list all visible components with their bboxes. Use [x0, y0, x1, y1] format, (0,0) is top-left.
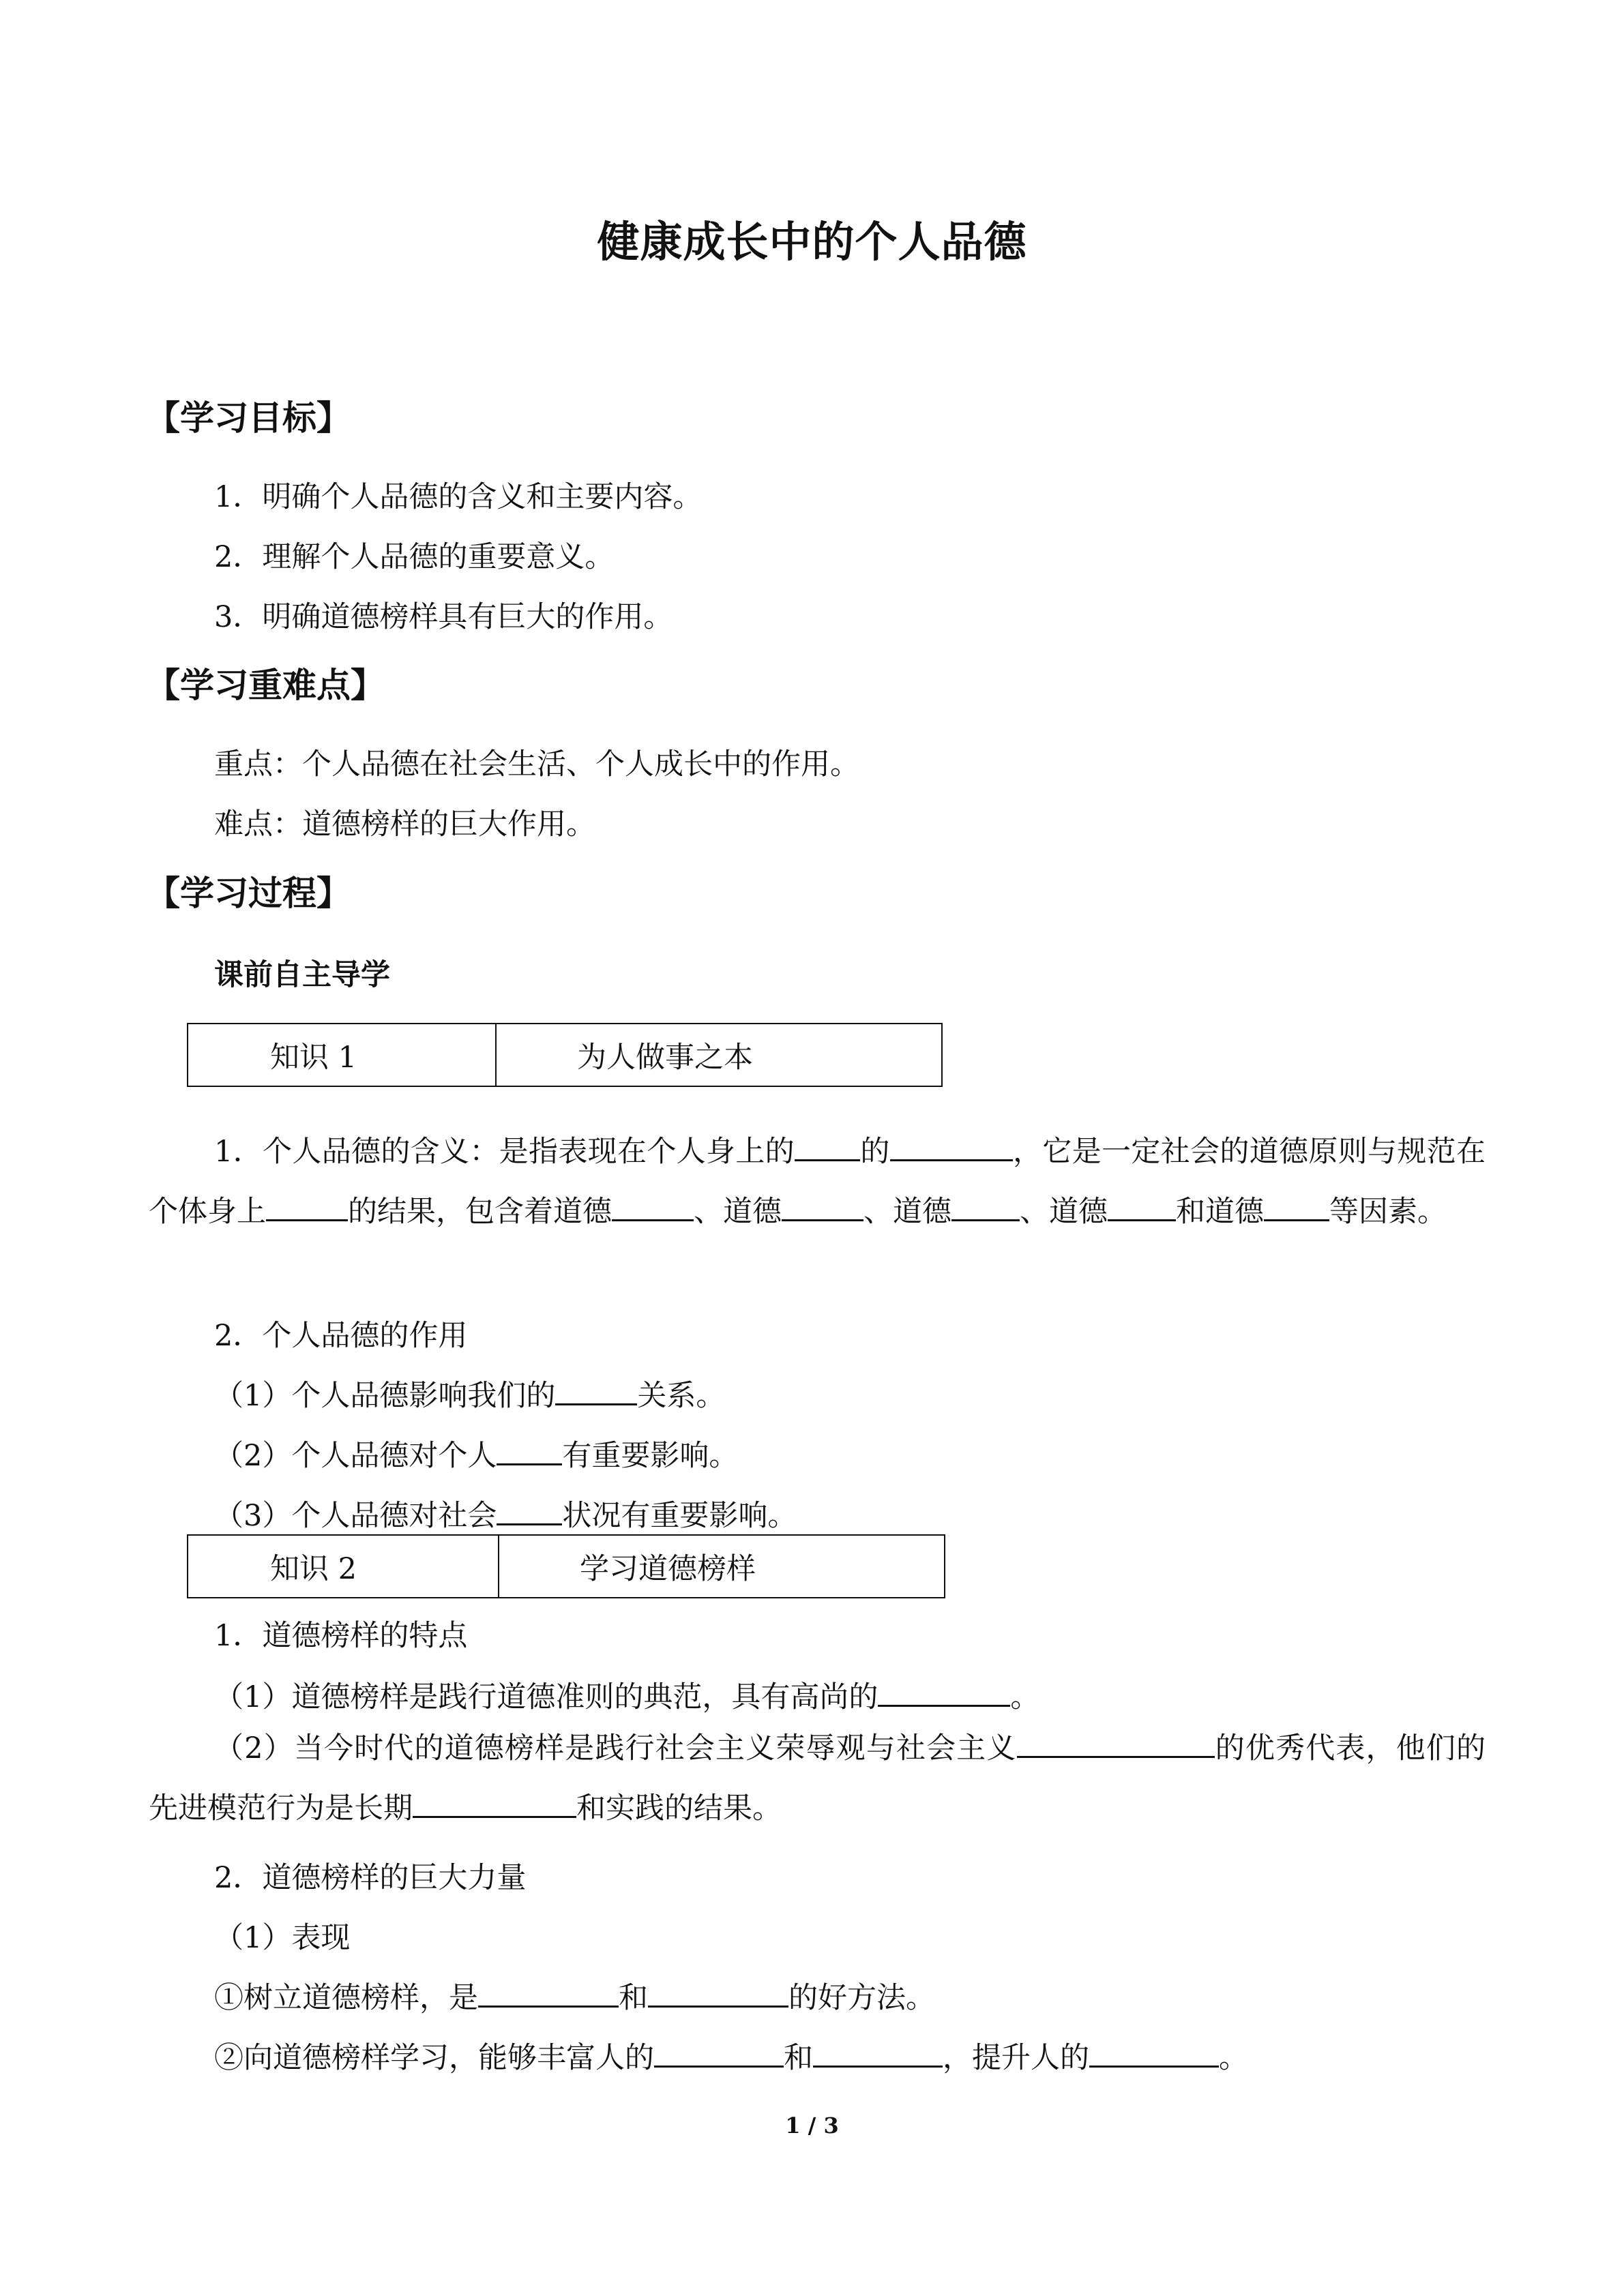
- key-points-heading: 【学习重难点】: [146, 666, 385, 705]
- answer-blank[interactable]: [878, 1678, 1010, 1707]
- k2-q1-2-text-a: （2）当今时代的道德榜样是践行社会主义荣辱观与社会主义: [214, 1731, 1017, 1765]
- q2-2-text-b: 有重要影响。: [562, 1439, 739, 1473]
- k2-q2-a-text-a: ①树立道德榜样，是: [214, 1981, 478, 2015]
- q1-text-6: 、道德: [863, 1195, 951, 1229]
- k2-q2-b-text-d: 。: [1219, 2041, 1248, 2075]
- knowledge2-question-2-a: [214, 1978, 935, 2018]
- knowledge1-question-1: [149, 1122, 1486, 1242]
- difficulty-point: 难点：道德榜样的巨大作用。: [214, 807, 595, 841]
- answer-blank[interactable]: [612, 1192, 694, 1221]
- goal-item-2: 2．理解个人品德的重要意义。: [214, 540, 615, 574]
- q2-1-text-a: （1）个人品德影响我们的: [214, 1379, 556, 1413]
- answer-blank[interactable]: [497, 1436, 562, 1465]
- answer-blank[interactable]: [795, 1132, 860, 1161]
- knowledge1-title: 为人做事之本: [577, 1040, 753, 1075]
- k2-q2-a-text-c: 的好方法。: [788, 1981, 935, 2015]
- goals-heading: 【学习目标】: [146, 398, 351, 438]
- knowledge2-question-2-b: [214, 2038, 1248, 2078]
- goal-item-1: 1．明确个人品德的含义和主要内容。: [214, 480, 703, 514]
- knowledge2-label: 知识 2: [188, 1536, 499, 1597]
- knowledge2-question-1-title: 1．道德榜样的特点: [214, 1619, 468, 1653]
- q1-text-2: 的: [860, 1135, 890, 1169]
- knowledge2-table: [187, 1534, 945, 1598]
- answer-blank[interactable]: [1089, 2038, 1219, 2068]
- answer-blank[interactable]: [648, 1978, 788, 2008]
- q2-3-text-b: 状况有重要影响。: [562, 1499, 797, 1533]
- goal-item-3: 3．明确道德榜样具有巨大的作用。: [214, 600, 673, 634]
- process-subheading: 课前自主导学: [214, 958, 390, 992]
- knowledge2-question-2-sub: （1）表现: [214, 1921, 351, 1955]
- answer-blank[interactable]: [1108, 1192, 1176, 1221]
- page-number: 1 / 3: [785, 2113, 839, 2138]
- knowledge1-table: [187, 1023, 943, 1087]
- q2-3-text-a: （3）个人品德对社会: [214, 1499, 497, 1533]
- answer-blank[interactable]: [1264, 1192, 1329, 1221]
- answer-blank[interactable]: [413, 1789, 576, 1818]
- answer-blank[interactable]: [654, 2038, 784, 2068]
- focus-point: 重点：个人品德在社会生活、个人成长中的作用。: [214, 747, 859, 781]
- q1-text-8: 和道德: [1176, 1195, 1264, 1229]
- answer-blank[interactable]: [813, 2038, 943, 2068]
- q1-text-3: ，它是一定社会的道德原则与规范在个体身上: [149, 1135, 1486, 1229]
- answer-blank[interactable]: [951, 1192, 1020, 1221]
- q1-text-4: 的结果，包含着道德: [348, 1195, 612, 1229]
- knowledge2-title: 学习道德榜样: [580, 1551, 756, 1586]
- answer-blank[interactable]: [890, 1132, 1013, 1161]
- knowledge1-question-2-title: 2．个人品德的作用: [214, 1319, 468, 1353]
- q1-text-1: 1．个人品德的含义：是指表现在个人身上的: [214, 1135, 795, 1169]
- knowledge1-question-2-2: [214, 1436, 738, 1476]
- answer-blank[interactable]: [1017, 1729, 1215, 1758]
- k2-q1-1-text-a: （1）道德榜样是践行道德准则的典范，具有高尚的: [214, 1680, 879, 1714]
- page-title: 健康成长中的个人品德: [597, 217, 1027, 267]
- k2-q2-b-text-a: ②向道德榜样学习，能够丰富人的: [214, 2041, 654, 2075]
- k2-q1-2-text-b: 的优秀代表，他们的先进模范行为是长期: [149, 1731, 1486, 1825]
- q2-1-text-b: 关系。: [637, 1379, 726, 1413]
- q1-text-9: 等因素。: [1329, 1195, 1447, 1229]
- q1-text-7: 、道德: [1020, 1195, 1108, 1229]
- k2-q2-a-text-b: 和: [619, 1981, 648, 2015]
- answer-blank[interactable]: [266, 1192, 348, 1221]
- k2-q2-b-text-c: ，提升人的: [943, 2041, 1089, 2075]
- k2-q1-2-text-c: 和实践的结果。: [576, 1791, 782, 1825]
- knowledge1-label: 知识 1: [188, 1024, 497, 1086]
- knowledge2-question-1-2: [149, 1718, 1486, 1838]
- knowledge1-question-2-1: [214, 1376, 725, 1416]
- k2-q2-b-text-b: 和: [784, 2041, 813, 2075]
- knowledge2-question-1-1: [214, 1678, 1039, 1717]
- process-heading: 【学习过程】: [146, 874, 351, 913]
- k2-q1-1-text-b: 。: [1010, 1680, 1040, 1714]
- q2-2-text-a: （2）个人品德对个人: [214, 1439, 497, 1473]
- answer-blank[interactable]: [497, 1496, 562, 1525]
- answer-blank[interactable]: [478, 1978, 619, 2008]
- q1-text-5: 、道德: [694, 1195, 782, 1229]
- answer-blank[interactable]: [782, 1192, 863, 1221]
- answer-blank[interactable]: [555, 1376, 637, 1405]
- knowledge1-question-2-3: [214, 1496, 797, 1536]
- knowledge2-question-2-title: 2．道德榜样的巨大力量: [214, 1861, 527, 1895]
